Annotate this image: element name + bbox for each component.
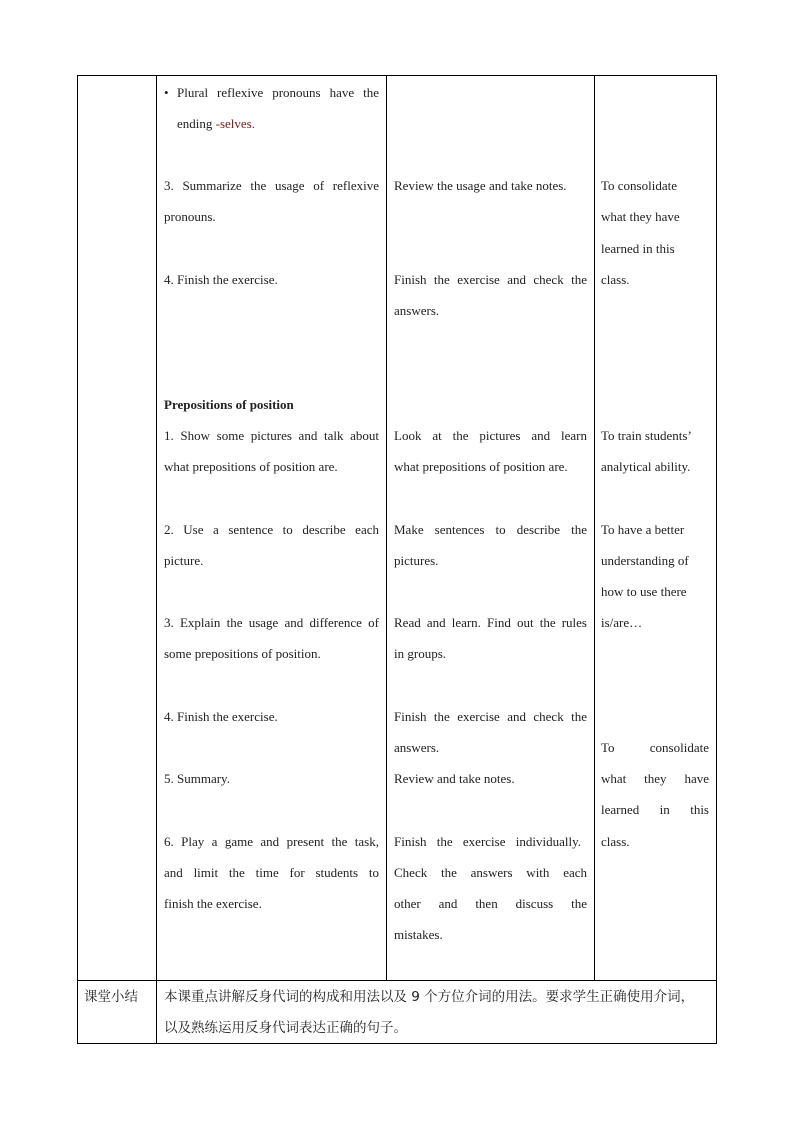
column-divider-3: [594, 75, 595, 981]
summary-row-divider: [77, 980, 717, 981]
plural-rule-line1: Plural reflexive pronouns have the: [177, 85, 379, 100]
summary-text-line1: 本课重点讲解反身代词的构成和用法以及 9 个方位介词的用法。要求学生正确使用介词，: [164, 989, 695, 1005]
student-make-line1: Make sentences to describe the: [394, 522, 587, 537]
student-read-line2: in groups.: [394, 646, 446, 661]
selves-suffix: -selves.: [215, 116, 255, 131]
summary-text-line2: 以及熟练运用反身代词表达正确的句子。: [164, 1020, 407, 1036]
student-look-line1: Look at the pictures and learn: [394, 428, 587, 443]
student-indiv-line1: Finish the exercise individually.: [394, 834, 581, 849]
student-read-line1: Read and learn. Find out the rules: [394, 615, 587, 630]
prep-step-3-line2: some prepositions of position.: [164, 646, 321, 661]
purpose-better-line4: is/are…: [601, 615, 643, 630]
prep-step-2-line2: picture.: [164, 553, 204, 568]
student-review-notes: Review the usage and take notes.: [394, 178, 567, 193]
purpose-consolidate-2-line3: learned in this: [601, 802, 709, 817]
purpose-better-line1: To have a better: [601, 522, 685, 537]
column-divider-1: [156, 75, 157, 1044]
reflexive-step-3-line2: pronouns.: [164, 209, 216, 224]
prep-step-6-line3: finish the exercise.: [164, 896, 262, 911]
summary-label: 课堂小结: [84, 989, 138, 1005]
bullet-icon: •: [164, 85, 169, 100]
student-make-line2: pictures.: [394, 553, 439, 568]
student-finish2-line1: Finish the exercise and check the: [394, 709, 587, 724]
purpose-consolidate-2-line4: class.: [601, 834, 630, 849]
reflexive-step-3-line1: 3. Summarize the usage of reflexive: [164, 178, 379, 193]
student-indiv-line2: Check the answers with each: [394, 865, 587, 880]
student-finish2-line2: answers.: [394, 740, 440, 755]
student-finish-check-line1: Finish the exercise and check the: [394, 272, 587, 287]
student-indiv-line4: mistakes.: [394, 927, 443, 942]
column-divider-2: [386, 75, 387, 981]
prep-step-1-line2: what prepositions of position are.: [164, 459, 338, 474]
purpose-consolidate-1-line4: class.: [601, 272, 630, 287]
student-finish-check-line2: answers.: [394, 303, 440, 318]
purpose-consolidate-1-line3: learned in this: [601, 241, 675, 256]
prep-step-6-line1: 6. Play a game and present the task,: [164, 834, 379, 849]
purpose-consolidate-2-line1: To consolidate: [601, 740, 709, 755]
prep-step-5: 5. Summary.: [164, 771, 230, 786]
prep-step-2-line1: 2. Use a sentence to describe each: [164, 522, 379, 537]
student-look-line2: what prepositions of position are.: [394, 459, 568, 474]
prep-step-1-line1: 1. Show some pictures and talk about: [164, 428, 379, 443]
prep-step-4: 4. Finish the exercise.: [164, 709, 278, 724]
plural-rule-line2: ending -selves.: [177, 116, 255, 131]
purpose-consolidate-2-line2: what they have: [601, 771, 709, 786]
student-indiv-line3: other and then discuss the: [394, 896, 587, 911]
student-review-take: Review and take notes.: [394, 771, 515, 786]
reflexive-step-4: 4. Finish the exercise.: [164, 272, 278, 287]
purpose-better-line2: understanding of: [601, 553, 689, 568]
purpose-consolidate-1-line1: To consolidate: [601, 178, 677, 193]
purpose-better-line3: how to use there: [601, 584, 687, 599]
purpose-consolidate-1-line2: what they have: [601, 209, 680, 224]
prep-step-6-line2: and limit the time for students to: [164, 865, 379, 880]
purpose-train-line1: To train students’: [601, 428, 692, 443]
prepositions-heading: Prepositions of position: [164, 397, 294, 412]
prep-step-3-line1: 3. Explain the usage and difference of: [164, 615, 379, 630]
purpose-train-line2: analytical ability.: [601, 459, 691, 474]
